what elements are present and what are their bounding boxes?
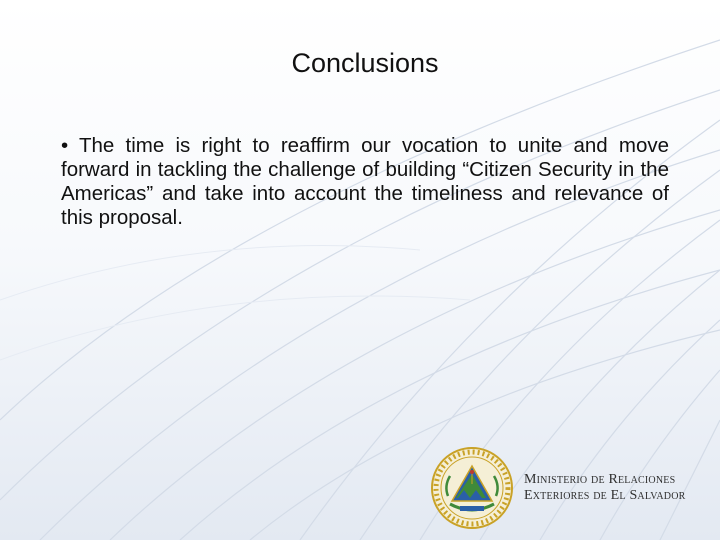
el-salvador-coat-of-arms-icon bbox=[430, 446, 514, 530]
ministry-name-line-1: Ministerio de Relaciones bbox=[524, 472, 676, 487]
conclusion-bullet: • The time is right to reaffirm our vocation to unite and move forward in tackling the challenge of building “Citizen Security in the Americas” and take into account the timeliness and relevance of this proposal. bbox=[61, 134, 669, 229]
ministry-name-line-2: Exteriores de El Salvador bbox=[524, 488, 686, 503]
ministry-name bbox=[524, 472, 700, 504]
slide-title: Conclusions bbox=[291, 48, 439, 78]
ministry-logo bbox=[430, 446, 700, 530]
